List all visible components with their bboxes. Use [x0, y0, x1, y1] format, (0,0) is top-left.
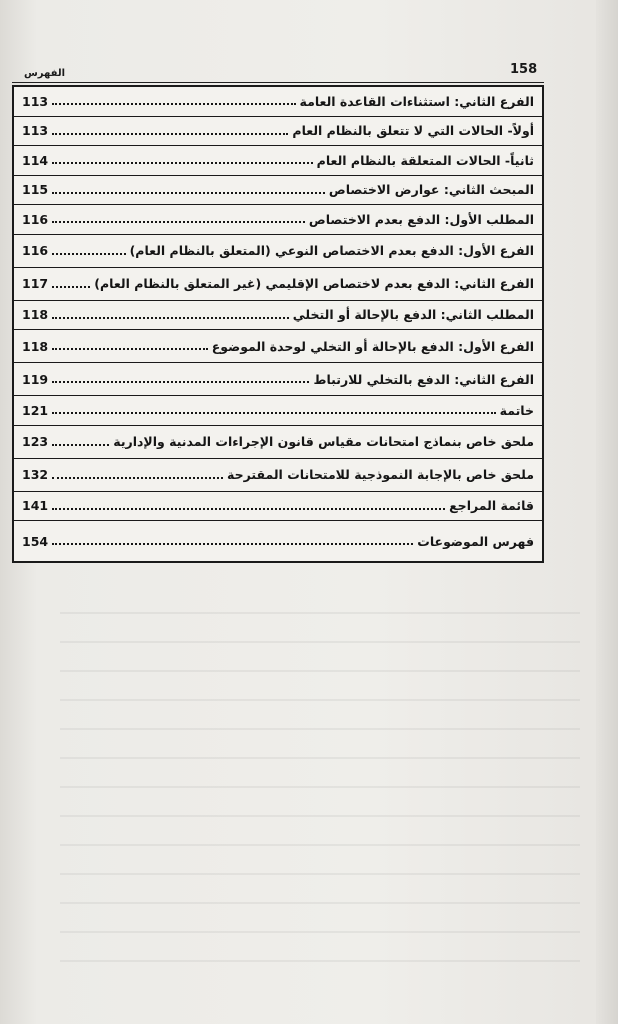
toc-row: [14, 205, 542, 235]
toc-entry-title: الفرع الثاني: استثناءات القاعدة العامة: [299, 93, 534, 109]
toc-entry-title: الفرع الثاني: الدفع بعدم لاختصاص الإقليمي (غير المتعلق بالنظام العام): [94, 276, 534, 291]
toc-entry-page: 118: [22, 307, 49, 323]
toc-entry-page: 116: [22, 211, 49, 227]
toc-entry-page: 115: [22, 182, 49, 198]
toc-entry-title: قائمة المراجع: [449, 498, 534, 514]
header-rule: [12, 82, 544, 83]
toc-row: [14, 87, 542, 117]
running-header-title: الفهرس: [24, 68, 66, 79]
toc-entry-page: 141: [22, 498, 49, 514]
toc-entry-page: 113: [22, 93, 49, 109]
toc-entry-title: المطلب الأول: الدفع بعدم الاختصاص: [308, 211, 534, 227]
toc-row: [14, 426, 542, 459]
dot-leader: [52, 253, 125, 255]
toc-entry-page: 121: [22, 402, 49, 418]
toc-row: [14, 396, 542, 426]
table-of-contents: [12, 85, 544, 563]
dot-leader: [52, 477, 223, 479]
dot-leader: [52, 162, 313, 164]
dot-leader: [52, 133, 288, 135]
dot-leader: [52, 412, 496, 414]
toc-row: [14, 301, 542, 331]
page-number: 158: [510, 62, 538, 77]
toc-entry-title: ملحق خاص بالإجابة النموذجية للامتحانات المقترحة: [227, 467, 534, 482]
toc-entry-title: خاتمة: [499, 402, 534, 418]
dot-leader: [52, 381, 309, 383]
toc-row: [14, 235, 542, 268]
toc-row: [14, 492, 542, 522]
dot-leader: [52, 543, 413, 545]
dot-leader: [52, 444, 109, 446]
dot-leader: [52, 317, 289, 319]
dot-leader: [52, 348, 208, 350]
bleed-through-text: [60, 590, 580, 970]
toc-row: [14, 146, 542, 176]
toc-row: [14, 117, 542, 147]
toc-row: [14, 521, 542, 561]
toc-entry-page: 113: [22, 123, 49, 139]
toc-entry-title: الفرع الثاني: الدفع بالتخلي للارتباط: [313, 371, 534, 387]
toc-row: [14, 176, 542, 206]
toc-entry-page: 118: [22, 338, 49, 354]
page-edge-shadow: [596, 0, 618, 1024]
toc-entry-title: أولاً- الحالات التي لا تتعلق بالنظام العام: [292, 123, 534, 139]
dot-leader: [52, 103, 295, 105]
toc-entry-title: فهرس الموضوعات: [417, 533, 534, 549]
toc-row: [14, 268, 542, 301]
toc-entry-page: 154: [22, 533, 49, 549]
toc-row: [14, 330, 542, 363]
dot-leader: [52, 192, 325, 194]
dot-leader: [52, 286, 90, 288]
toc-entry-page: 116: [22, 243, 49, 258]
toc-entry-title: الفرع الأول: الدفع بعدم الاختصاص النوعي (المتعلق بالنظام العام): [129, 243, 534, 258]
toc-entry-page: 114: [22, 152, 49, 168]
toc-entry-page: 117: [22, 276, 49, 291]
toc-entry-title: ثانياً- الحالات المتعلقة بالنظام العام: [316, 152, 534, 168]
toc-row: [14, 363, 542, 396]
toc-entry-title: المبحث الثاني: عوارض الاختصاص: [328, 182, 534, 198]
toc-entry-page: 119: [22, 371, 49, 387]
dot-leader: [52, 221, 305, 223]
toc-entry-title: الفرع الأول: الدفع بالإحالة أو التخلي لوحدة الموضوع: [211, 338, 534, 354]
toc-entry-title: ملحق خاص بنماذج امتحانات مقياس قانون الإجراءات المدنية والإدارية: [113, 434, 534, 449]
toc-entry-title: المطلب الثاني: الدفع بالإحالة أو التخلي: [292, 307, 534, 323]
toc-row: [14, 459, 542, 492]
toc-entry-page: 132: [22, 467, 49, 482]
dot-leader: [52, 508, 445, 510]
toc-entry-page: 123: [22, 434, 49, 449]
